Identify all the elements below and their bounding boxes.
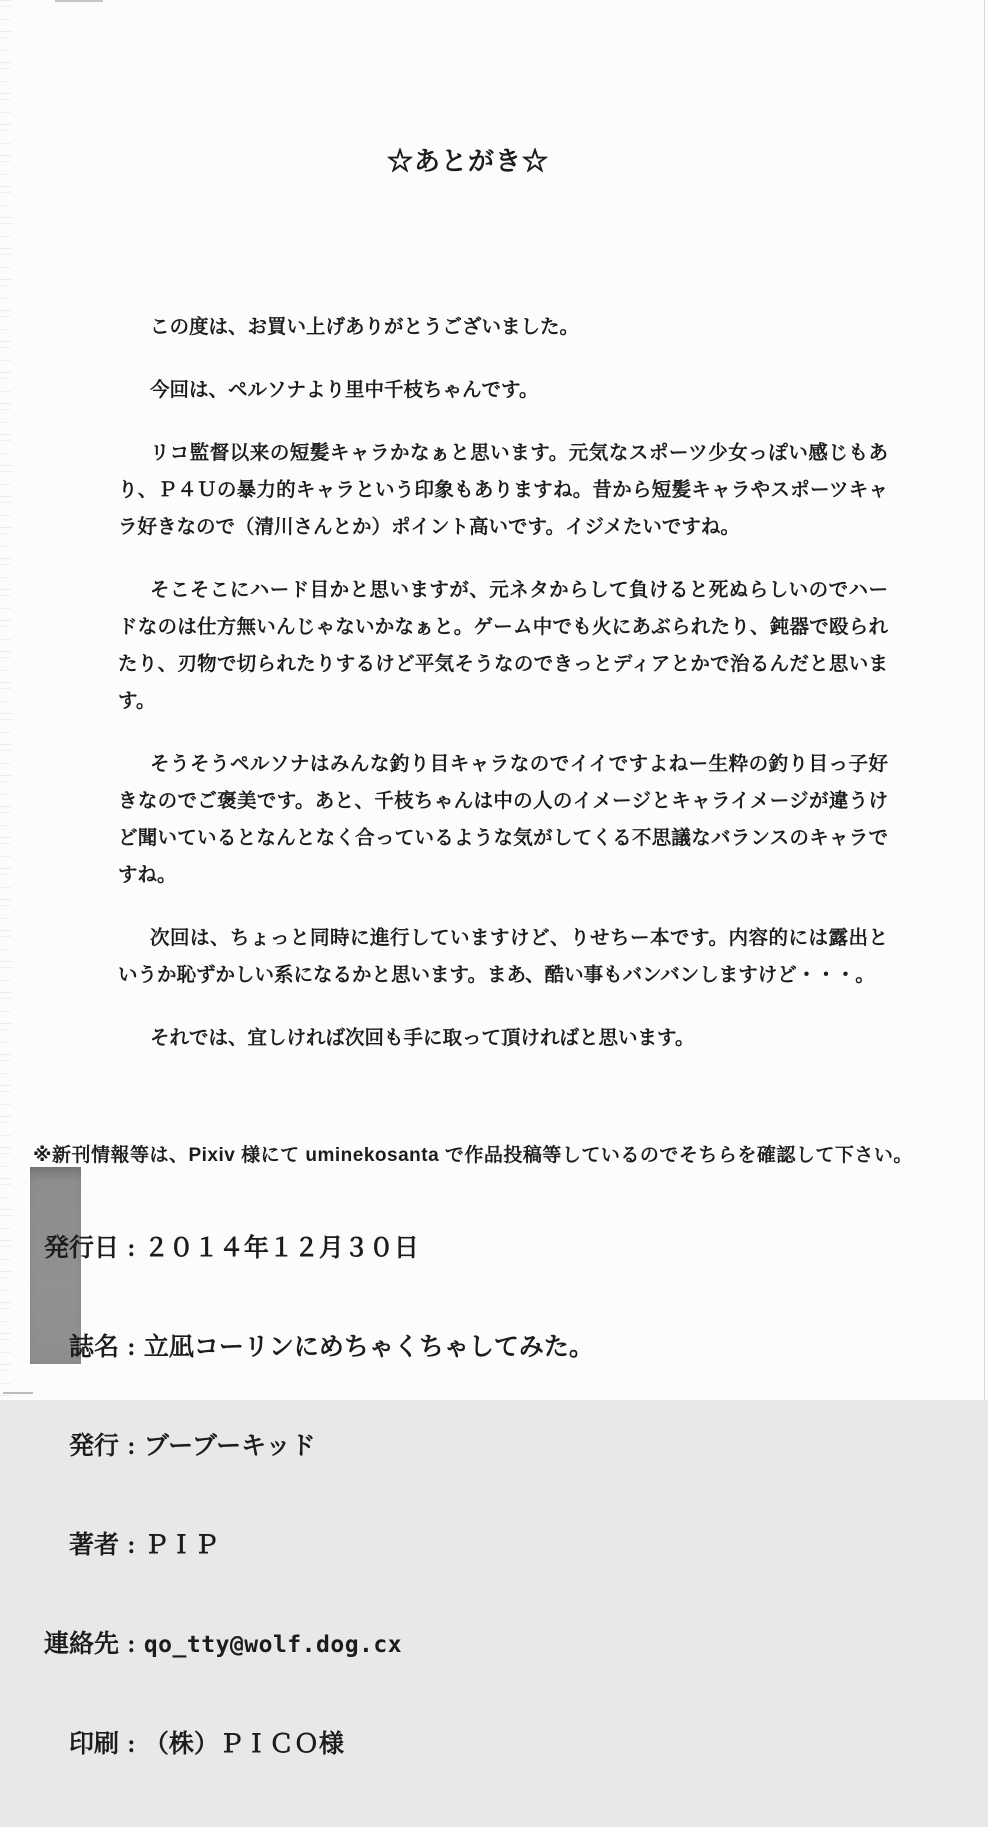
afterword-title: ☆あとがき☆ (386, 147, 549, 176)
colophon-value: （株）ＰＩＣＯ様 (143, 1731, 344, 1758)
colophon-row-author (43, 1529, 594, 1562)
scan-edge-artifact-bottom (3, 1392, 33, 1394)
colophon-row-issue-date (43, 1232, 594, 1265)
colophon-label: 発行 (68, 1433, 119, 1460)
colophon-separator: : (121, 1631, 142, 1658)
colophon-value: ２０１４年１２月３０日 (143, 1235, 419, 1262)
colophon-row-book-title (43, 1331, 594, 1364)
afterword-paragraph: 今回は、ペルソナより里中千枝ちゃんです。 (150, 380, 539, 401)
colophon-label: 印刷 (68, 1731, 119, 1758)
scan-edge-artifact-right (984, 0, 985, 1400)
pixiv-info-note: ※新刊情報等は、Pixiv 様にて uminekosanta で作品投稿等しているのでそちらを確認して下さい。 (33, 1145, 913, 1166)
colophon-row-contact (43, 1628, 594, 1662)
colophon-label: 誌名 (68, 1334, 119, 1361)
colophon-label: 発行日 (43, 1235, 119, 1262)
colophon-separator: : (121, 1235, 142, 1262)
colophon-value: 立凪コーリンにめちゃくちゃしてみた。 (143, 1334, 594, 1361)
colophon-separator: : (121, 1334, 142, 1361)
colophon-separator: : (121, 1532, 142, 1559)
colophon-value: ＰＩＰ (143, 1532, 219, 1559)
afterword-paragraph: リコ監督以来の短髪キャラかなぁと思います。元気なスポーツ少女っぽい感じもあり、Ｐ４Ｕの暴力的キャラという印象もありますね。昔から短髪キャラやスポーツキャラ好きなので（清川さんとか）ポイント高いです。イジメたいですね。 (118, 443, 888, 538)
colophon-row-printer (43, 1728, 594, 1761)
afterword-paragraph: それでは、宜しければ次回も手に取って頂ければと思います。 (150, 1028, 695, 1049)
afterword-paragraph: そこそこにハード目かと思いますが、元ネタからして負けると死ぬらしいのでハードなのは仕方無いんじゃないかなぁと。ゲーム中でも火にあぶられたり、鈍器で殴られたり、刃物で切られたりするけど平気そうなのできっとディアとかで治るんだと思います。 (118, 580, 888, 712)
colophon-value: ブーブーキッド (143, 1433, 316, 1460)
afterword-body (118, 309, 888, 1083)
scan-edge-artifact-top (55, 0, 103, 2)
colophon-separator: : (121, 1433, 142, 1460)
colophon-label: 著者 (68, 1532, 119, 1559)
colophon-block (43, 1166, 594, 1827)
afterword-paragraph: 次回は、ちょっと同時に進行していますけど、りせちー本です。内容的には露出というか恥ずかしい系になるかと思います。まあ、酷い事もバンバンしますけど・・・。 (118, 928, 888, 986)
afterword-paragraph: この度は、お買い上げありがとうございました。 (150, 317, 580, 338)
scan-edge-artifact-left (0, 0, 11, 1400)
colophon-value: qo_tty@wolf.dog.cx (143, 1632, 403, 1658)
afterword-paragraph: そうそうペルソナはみんな釣り目キャラなのでイイですよねー生粋の釣り目っ子好きなのでご褒美です。あと、千枝ちゃんは中の人のイメージとキャライメージが違うけど聞いているとなんとなく合っているような気がしてくる不思議なバランスのキャラですね。 (118, 754, 888, 886)
colophon-separator: : (121, 1731, 142, 1758)
colophon-label: 連絡先 (43, 1631, 119, 1658)
colophon-row-publisher (43, 1430, 594, 1463)
